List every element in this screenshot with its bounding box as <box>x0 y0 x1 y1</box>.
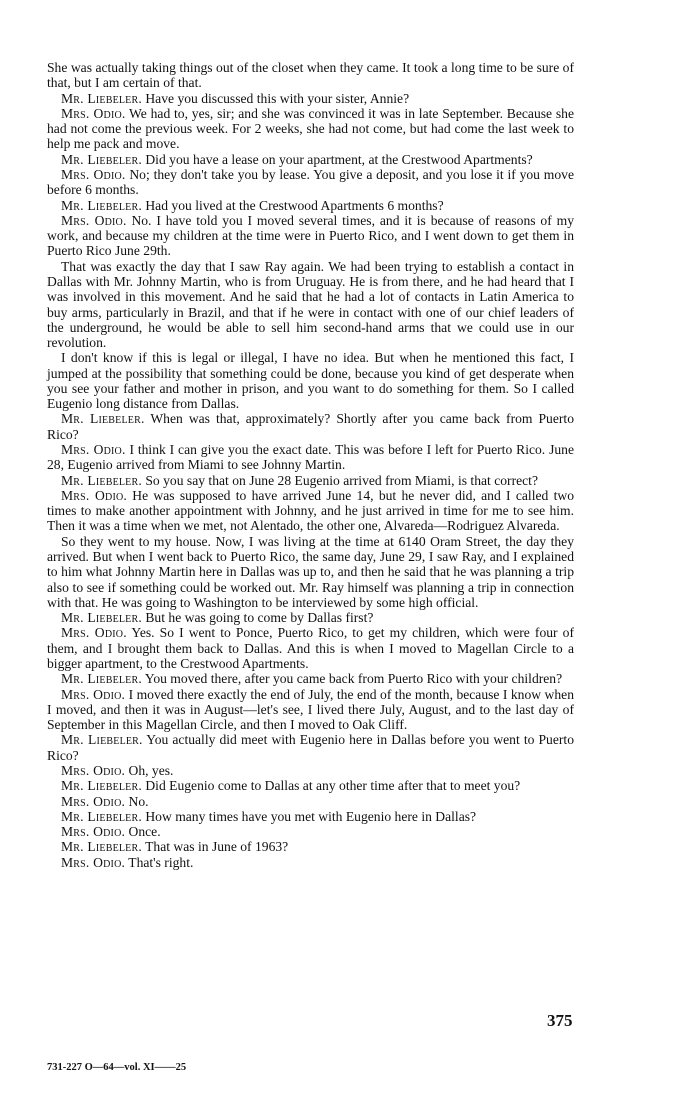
speaker-name: Mrs. Odio. <box>61 854 126 870</box>
page-number: 375 <box>547 1011 573 1030</box>
speaker-name: Mrs. Odio. <box>61 442 126 458</box>
speaker-name: Mrs. Odio. <box>61 487 127 503</box>
speaker-name: Mr. Liebeler. <box>61 90 142 106</box>
paragraph-text: So you say that on June 28 Eugenio arrived from Miami, is that correct? <box>141 472 538 488</box>
testimony-paragraph <box>47 671 574 686</box>
paragraph-text: How many times have you met with Eugenio here in Dallas? <box>141 808 477 824</box>
speaker-name: Mrs. Odio. <box>61 212 127 228</box>
testimony-paragraph <box>47 732 574 763</box>
speaker-name: Mr. Liebeler. <box>61 610 142 626</box>
testimony-paragraph <box>47 763 574 778</box>
narrative-paragraph <box>47 259 574 351</box>
testimony-paragraph <box>47 625 574 671</box>
paragraph-text: Did Eugenio come to Dallas at any other time after that to meet you? <box>141 778 521 794</box>
speaker-name: Mrs. Odio. <box>61 824 126 840</box>
speaker-name: Mrs. Odio. <box>61 105 126 121</box>
paragraph-text: He was supposed to have arrived June 14, but he never did, and I called two times to make another appointment with Johnny, and he just arrived in time for me to see him. Then it was a time when we met, not Alentado, the other one, Alvareda—Rodriguez Alvareda. <box>47 487 574 534</box>
paragraph-text: I think I can give you the exact date. This was before I left for Puerto Rico. June 28, Eugenio arrived from Miami to see Johnny Martin. <box>47 442 574 473</box>
speaker-name: Mr. Liebeler. <box>61 151 142 167</box>
speaker-name: Mr. Liebeler. <box>61 472 142 488</box>
paragraph-text: When was that, approximately? Shortly after you came back from Puerto Rico? <box>47 411 574 442</box>
testimony-paragraph <box>47 488 574 534</box>
speaker-name: Mrs. Odio. <box>61 762 126 778</box>
testimony-paragraph <box>47 152 574 167</box>
testimony-paragraph <box>47 855 574 870</box>
testimony-paragraph <box>47 442 574 473</box>
testimony-paragraph <box>47 167 574 198</box>
paragraph-text: Have you discussed this with your sister, Annie? <box>141 90 410 106</box>
testimony-paragraph <box>47 809 574 824</box>
transcript-body <box>47 60 574 870</box>
speaker-name: Mrs. Odio. <box>61 625 127 641</box>
paragraph-text: That was in June of 1963? <box>141 839 289 855</box>
paragraph-text: That's right. <box>125 854 194 870</box>
testimony-paragraph <box>47 106 574 152</box>
paragraph-text: Had you lived at the Crestwood Apartments 6 months? <box>141 197 444 213</box>
paragraph-text: Oh, yes. <box>125 762 174 778</box>
speaker-name: Mr. Liebeler. <box>61 808 142 824</box>
paragraph-text: Did you have a lease on your apartment, at the Crestwood Apartments? <box>141 151 533 167</box>
paragraph-text: You moved there, after you came back from Puerto Rico with your children? <box>141 671 563 687</box>
testimony-paragraph <box>47 411 574 442</box>
paragraph-text: She was actually taking things out of the closet when they came. It took a long time to be sure of that, but I am certain of that. <box>47 60 574 91</box>
paragraph-text: Once. <box>125 824 161 840</box>
speaker-name: Mrs. Odio. <box>61 686 126 702</box>
paragraph-text: No; they don't take you by lease. You give a deposit, and you lose it if you move before 6 months. <box>47 166 574 198</box>
testimony-paragraph <box>47 198 574 213</box>
paragraph-text: No. <box>125 793 149 809</box>
narrative-paragraph <box>47 60 574 91</box>
testimony-paragraph <box>47 213 574 259</box>
speaker-name: Mrs. Odio. <box>61 166 126 182</box>
testimony-paragraph <box>47 824 574 839</box>
paragraph-text: We had to, yes, sir; and she was convinced it was in late September. Because she had not come the previous week. For 2 weeks, she had not come, but had come the last week to help me pack and move. <box>47 105 574 152</box>
speaker-name: Mr. Liebeler. <box>61 778 142 794</box>
paragraph-text: I don't know if this is legal or illegal, I have no idea. But when he mentioned this fact, I jumped at the possibility that something could be done, because you kind of get desperate when you see your father and mother in prison, and you want to do something for them. So I called Eugenio long distance from Dallas. <box>47 350 574 412</box>
speaker-name: Mrs. Odio. <box>61 793 126 809</box>
paragraph-text: That was exactly the day that I saw Ray again. We had been trying to establish a contact in Dallas with Mr. Johnny Martin, who is from Uruguay. He is from there, and he had heard that I was involved in this movement. And he said that he had a lot of contacts in Latin America to buy arms, particularly in Brazil, and that if he were in contact with one of our chief leaders of the underground, he would be able to sell him second-hand arms that we could use in our revolution. <box>47 258 574 351</box>
speaker-name: Mr. Liebeler. <box>61 732 143 748</box>
testimony-paragraph <box>47 839 574 854</box>
paragraph-text: I moved there exactly the end of July, the end of the month, because I know when I moved, and then it was in August—let's see, I lived there July, August, and to the last day of September in this Magellan Circle, and then I moved to Oak Cliff. <box>47 686 574 733</box>
paragraph-text: Yes. So I went to Ponce, Puerto Rico, to get my children, which were four of them, and I brought them back to Dallas. And this is when I moved to Magellan Circle to a bigger apartment, to the Crestwood Apartments. <box>47 625 574 671</box>
testimony-paragraph <box>47 610 574 625</box>
testimony-paragraph <box>47 778 574 793</box>
testimony-paragraph <box>47 794 574 809</box>
speaker-name: Mr. Liebeler. <box>61 197 142 213</box>
paragraph-text: You actually did meet with Eugenio here in Dallas before you went to Puerto Rico? <box>47 732 574 763</box>
testimony-paragraph <box>47 473 574 488</box>
narrative-paragraph <box>47 534 574 610</box>
print-footer: 731-227 O—64—vol. XI——25 <box>47 1062 187 1073</box>
paragraph-text: But he was going to come by Dallas first? <box>141 610 374 626</box>
narrative-paragraph <box>47 350 574 411</box>
speaker-name: Mr. Liebeler. <box>61 839 142 855</box>
speaker-name: Mr. Liebeler. <box>61 411 145 427</box>
testimony-paragraph <box>47 687 574 733</box>
speaker-name: Mr. Liebeler. <box>61 671 142 687</box>
testimony-paragraph <box>47 91 574 106</box>
paragraph-text: So they went to my house. Now, I was living at the time at 6140 Oram Street, the day they arrived. But when I went back to Puerto Rico, the same day, June 29, I saw Ray, and I explained to him what Johnny Martin here in Dallas was up to, and then he said that he was planning a trip also to see if something could be worked out. Mr. Ray himself was planning a trip in connection with that. He was going to Washington to be interviewed by some high official. <box>47 533 574 610</box>
paragraph-text: No. I have told you I moved several times, and it is because of reasons of my work, and because my children at the time were in Puerto Rico, and I went down to get them in Puerto Rico June 29th. <box>47 212 574 259</box>
